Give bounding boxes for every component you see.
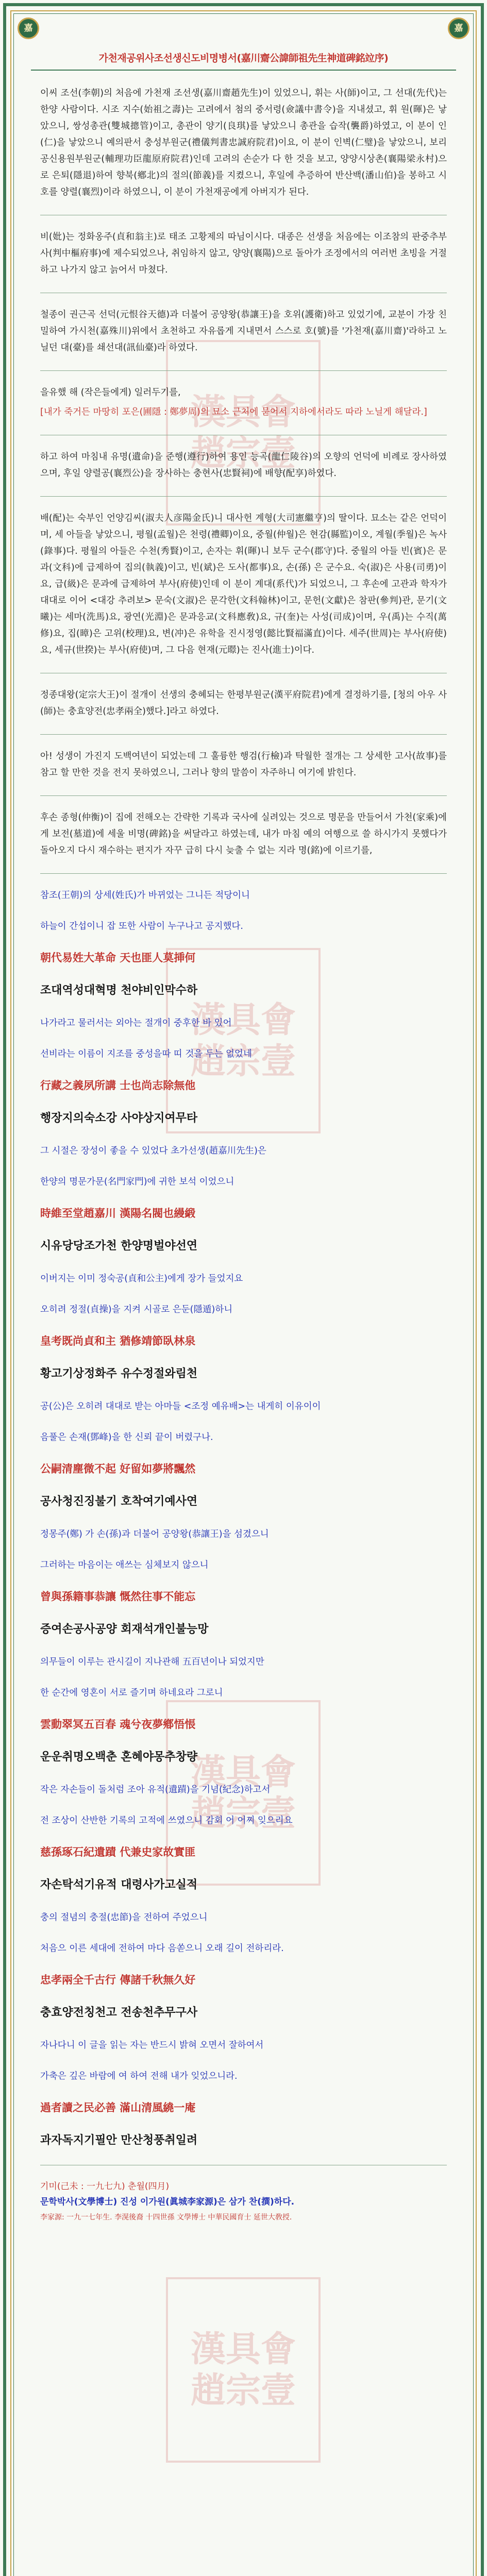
verse-korean-line: 한 순간에 영혼이 서로 즐기며 하네요라 그로니 — [40, 1688, 223, 1698]
footer — [40, 2165, 447, 2225]
author-note: 李家源: 一九一七年生. 李滉後裔 十四世孫 文學博士 中華民國育士 延世大敎授. — [40, 2213, 292, 2222]
verse-reading: 시유당당조가천 한양명벌야선연 — [40, 1240, 198, 1252]
paragraph: 을유했 해 (작은들에게) 일러두기를, — [40, 387, 181, 398]
verse-korean-line: 의무들이 이루는 관시길이 지나관해 五百년이나 되었지만 — [40, 1657, 264, 1667]
date-line: 기미(己未 : 一九七九) 춘월(四月) — [40, 2181, 170, 2192]
paragraph: 하고 하여 마침내 유명(遺命)을 준행(遵行)하여 용인 능곡(龍仁陵谷)의 오향의 언덕에 비례로 장사하였으며, 후일 양렬공(襄烈公)을 장사하는 충현사(忠賢祠)에 배향(配享)하였다. — [40, 452, 447, 479]
verse-hanja: 時維至堂趙嘉川 漢陽名閥也縵緞 — [40, 1207, 196, 1219]
paragraph: 철종이 권근곡 선덕(元恨谷天德)과 더불어 공양왕(恭讓王)을 호위(護衛)하고 있었기에, 교분이 가장 친밀하여 가시천(嘉殊川)위에서 초천하고 자유롭게 지내면서 스스로 호(號)를 '가천재(嘉川齋)'라하고 노닐던 대(臺)를 쇄선대(訊仙臺)라 하였다. — [40, 310, 447, 353]
verse-hanja: 公嗣清塵微不起 好留如夢將飄然 — [40, 1462, 196, 1475]
divider — [40, 496, 447, 497]
verse-korean-line: 처음으 이른 세대에 전하여 마다 음쏟으니 오래 길이 전하리라. — [40, 1943, 284, 1954]
inscription-verses — [40, 887, 447, 2150]
emblem-icon: 嘉 — [18, 18, 39, 39]
article-body — [40, 85, 447, 2225]
verse-korean-line: 오히려 정절(貞操)을 지켜 시골로 은둔(隱遁)하니 — [40, 1304, 233, 1315]
paragraph: 정종대왕(定宗大王)이 절개이 선생의 충혜되는 한평부원군(漢平府院君)에게 결정하기를, [청의 아우 사(師)는 충효양전(忠孝兩全)했다.]라고 하였다. — [40, 690, 447, 717]
verse-reading: 자손탁석기유적 대령사가고실적 — [40, 1878, 198, 1891]
verse-korean-line: 하늘이 간섭이니 잡 또한 사람이 누구나고 공지했다. — [40, 921, 243, 931]
verse-hanja: 過者讀之民必善 滿山清風繞一庵 — [40, 2101, 196, 2114]
watermark-stamp: 漢具會 趙宗壹 — [166, 340, 321, 526]
verse-korean-line: 참조(王朝)의 상세(姓氏)가 바뀌었는 그니든 적당이니 — [40, 890, 250, 901]
verse-hanja: 忠孝兩全千古行 傳諸千秋無久好 — [40, 1973, 196, 1986]
paragraph: 이씨 조선(李朝)의 처음에 가천재 조선생(嘉川齋趙先生)이 있었으니, 휘는 사(師)이고, 그 선대(先代)는 한양 사람이다. 시조 지수(始祖之壽)는 고려에서 첨의 중서령(僉議中書令)을 지내셨고, 휘 원(暉)은 낳았으니, 쌍성총관(雙城摠管)이고, 총관이 양기(良琪)를 낳았으니 총관을 습작(襲爵)하였고, 이 분이 인(仁)을 낳았으니 예의판서 충성부원군(禮儀判書忠誠府院君)이요, 이 분이 인벽(仁璧)을 낳았으니, 보리공신용원부원군(輔理功臣龍原府院君)인데 고려의 손순가 다 한 것을 보고, 양양시상촌(襄陽梁永村)으로 은퇴(隱退)하여 향북(鄕北)의 절의(節義)를 지켰으니, 후일에 추증하여 반산백(潘山伯)을 봉하고 시호를 양렬(襄烈)이라 하였으니, 이 분이 가천재공에게 아버지가 된다. — [40, 88, 447, 197]
verse-hanja: 雲動翠冥五百春 魂兮夜夢鄕悟悵 — [40, 1718, 196, 1731]
paragraph: 후손 종형(仲衡)이 집에 전해오는 간략한 기록과 국사에 실려있는 것으로 명문을 만들어서 가천(家乘)에게 보전(墓道)에 세울 비명(碑銘)을 써달라고 하였는데, 내가 마침 예의 여행으로 쓸 하시가지 못했다가 돌아오지 다시 재수하는 편지가 자꾸 급히 다시 늦출 수 없는 지라 명(銘)에 이르기를, — [40, 812, 447, 856]
verse-korean-line: 그러하는 마음이는 애쓰는 심체보지 않으니 — [40, 1560, 209, 1570]
verse-korean-line: 전 조상이 산반한 기록의 고적에 쓰였으니 감회 어 어찌 잊으리요 — [40, 1816, 293, 1826]
page-title: 가천재공위사조선생신도비명병서(嘉川齋公諱師祖先生神道碑銘竝序) — [98, 53, 389, 64]
divider — [40, 734, 447, 735]
verse-korean-line: 충의 절념의 충절(忠節)을 전하여 주었으니 — [40, 1912, 208, 1923]
verse-korean-line: 선비라는 이름이 지조를 중성을따 띠 것을 두는 없었네 — [40, 1049, 252, 1059]
verse-hanja: 皇考既尚貞和主 猶修靖節臥林泉 — [40, 1334, 196, 1347]
verse-korean-line: 그 시절은 장성이 좋을 수 있었다 초가선생(趙嘉川先生)은 — [40, 1146, 266, 1156]
verse-reading: 운운취명오백춘 혼혜야몽추창량 — [40, 1751, 198, 1764]
verse-reading: 충효양전칭천고 전송천추무구사 — [40, 2006, 198, 2019]
author-line: 문학박사(文學博士) 진성 이가원(眞城李家源)은 삼가 찬(撰)하다. — [40, 2197, 295, 2207]
verse-korean-line: 자나다니 이 글을 읽는 자는 반드시 밝혀 오면서 잘하여서 — [40, 2040, 264, 2050]
divider — [40, 795, 447, 796]
verse-hanja: 朝代易姓大革命 天也匪人莫挿何 — [40, 951, 196, 964]
divider — [40, 370, 447, 371]
divider — [40, 873, 447, 874]
verse-korean-line: 작은 자손들이 돌처럼 조아 유적(遺蹟)을 기념(紀念)하고서 — [40, 1785, 271, 1795]
verse-hanja: 行藏之義夙所講 士也尚志除無他 — [40, 1079, 196, 1092]
verse-korean-line: 이버지는 이미 정숙공(貞和公主)에게 장가 들었지요 — [40, 1274, 243, 1284]
title-divider — [31, 70, 456, 71]
verse-reading: 증여손공사공양 회재석개인불능망 — [40, 1623, 209, 1636]
verse-korean-line: 나가라고 물러서는 외아는 절개이 중후한 바 있어 — [40, 1018, 232, 1028]
verse-reading: 공사청진징불기 호착여기예사연 — [40, 1495, 198, 1508]
paragraph: 배(配)는 숙부인 언양김씨(淑夫人彦陽金氏)니 대사헌 계형(大司憲繼亨)의 딸이다. 묘소는 같은 언덕이며, 세 아들을 낳았으니, 평월(孟월)은 천령(禮卿)이요, 중월(仲월)은 현감(縣監)이오, 계월(季월)은 녹사(錄事)다. 평월의 아들은 수천(秀賢)이고, 손자는 휘(暉)니 보두 군수(郡守)다. 중월의 아들 빈(賓)은 문과(文科)에 급제하여 집의(執義)이고, 빈(斌)은 도사(都事)요, 손(孫) 은 군수요. 숙(淑)은 사용(司勇)이요, 급(級)은 문과에 급제하여 부사(府使)인데 이 분이 계대(系代)가 되었으니, 그 후손에 고관과 학자가 대대로 이어 <대강 추려보> 문숙(文淑)은 문각한(文科翰林)이고, 문헌(文獻)은 참판(參判)관, 문기(文曦)는 세마(洗馬)요, 광연(光淵)은 문과응교(文科應敎)요, 규(奎)는 사성(司成)이며, 우(禹)는 수직(萬修)요, 집(暲)은 고위(校理)요, 변(冲)은 유학을 진시정영(懿比賢福滿直)이다. 세주(世周)는 부사(府使)요, 세규(世揆)는 부사(府使)며, 그 다음 현재(元暻)는 진사(進士)이다. — [40, 513, 447, 655]
verse-korean-line: 정몽주(鄭) 가 손(孫)과 더불어 공양왕(恭讓王)을 섬겼으니 — [40, 1529, 269, 1539]
red-note: [내가 죽거든 마땅히 포은(圃隱 : 鄭夢周)의 묘소 근처에 묻어서 지하에서라도 따라 노닐게 해달라.] — [40, 407, 427, 417]
verse-korean-line: 가축은 깊은 바람에 여 하여 전해 내가 잊었으니라. — [40, 2071, 238, 2081]
paragraph: 아! 성생이 가진지 도백여년이 되었는데 그 훌륭한 행검(行檢)과 탁월한 절개는 그 상세한 고사(故事)를 참고 할 만한 것을 전지 못하였으니, 그러나 향의 말씀이 자주하니 여기에 밝힌다. — [40, 751, 447, 778]
paragraph: 비(妣)는 정화옹주(貞和翁主)로 태조 고황제의 따님이시다. 대종은 선생을 처음에는 이조참의 판중추부사(判中樞府事)에 제수되었으나, 취임하지 않고, 양양(襄陽)으로 돌아가 조정에서의 여러번 초빙을 거절하고 나가지 않고 늙어서 마쳤다. — [40, 232, 447, 275]
watermark-stamp: 漢具會 趙宗壹 — [166, 1700, 321, 1886]
verse-reading: 행장지의숙소강 사야상지여무타 — [40, 1112, 198, 1125]
verse-korean-line: 한양의 명문가문(名門家門)에 귀한 보석 이었으니 — [40, 1177, 234, 1187]
watermark-stamp: 漢具會 趙宗壹 — [166, 2277, 321, 2463]
verse-reading: 조대역성대혁명 천야비인막수하 — [40, 984, 198, 997]
verse-korean-line: 공(公)은 오히려 대대로 받는 아마들 <조정 예유배>는 내게히 이유이이 — [40, 1401, 321, 1412]
verse-hanja: 慈孫琢石紀遺蹟 代兼史家故實匪 — [40, 1845, 196, 1858]
verse-reading: 황고기상정화주 유수정절와림천 — [40, 1367, 198, 1380]
verse-reading: 과자독지기필안 만산청풍취일려 — [40, 2134, 198, 2147]
emblem-icon: 嘉 — [448, 18, 469, 39]
watermark-stamp: 漢具會 趙宗壹 — [166, 948, 321, 1133]
verse-korean-line: 음풀은 손재(鄧峰)을 한 신뢰 끝이 버렸구나. — [40, 1432, 213, 1443]
verse-hanja: 曾與孫籍事恭讓 慨然往事不能忘 — [40, 1590, 196, 1603]
